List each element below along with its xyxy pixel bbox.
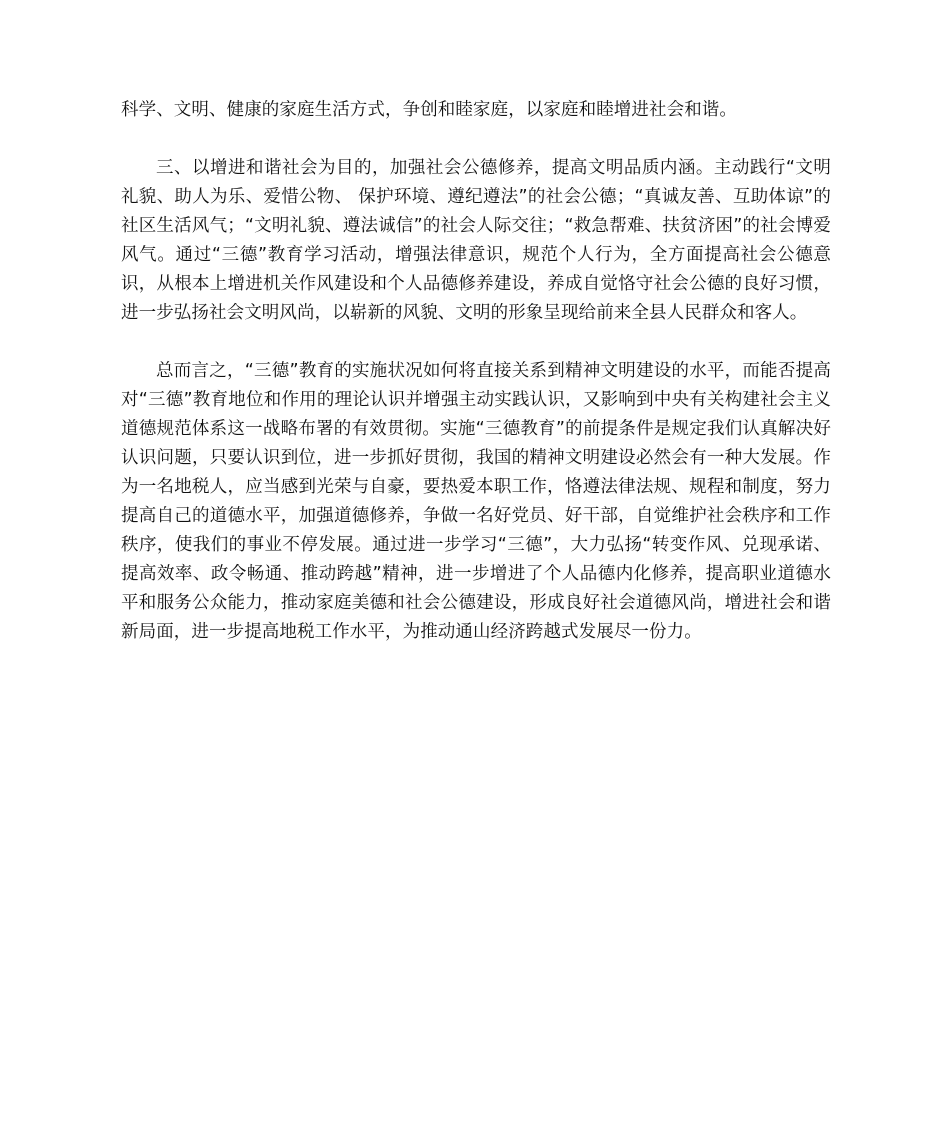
paragraph-conclusion: 总而言之，“三德”教育的实施状况如何将直接关系到精神文明建设的水平，而能否提高对“三德”教育地位和作用的理论认识并增强主动实践认识，又影响到中央有关构建社会主义道德规范体系这一战略布署的有效贯彻。实施“三德教育”的前提条件是规定我们认真解决好认识问题，只要认识到位，进一步抓好贯彻，我国的精神文明建设必然会有一种大发展。作为一名地税人，应当感到光荣与自豪，要热爱本职工作，恪遵法律法规、规程和制度，努力提高自己的道德水平，加强道德修养，争做一名好党员、好干部，自觉维护社会秩序和工作秩序，使我们的事业不停发展。通过进一步学习“三德”，大力弘扬“转变作风、兑现承诺、提高效率、政令畅通、推动跨越”精神，进一步增进了个人品德内化修养，提高职业道德水平和服务公众能力，推动家庭美德和社会公德建设，形成良好社会道德风尚，增进社会和谐新局面，进一步提高地税工作水平，为推动通山经济跨越式发展尽一份力。 (121, 361, 831, 642)
paragraph-family-life: 科学、文明、健康的家庭生活方式，争创和睦家庭，以家庭和睦增进社会和谐。 (121, 100, 737, 120)
paragraph-social-morality: 三、以增进和谐社会为目的，加强社会公德修养，提高文明品质内涵。主动践行“文明礼貌、助人为乐、爱惜公物、 保护环境、遵纪遵法”的社会公德；“真诚友善、互助体谅”的社区生活风气；“文明礼貌、遵法诚信”的社会人际交往；“救急帮难、扶贫济困”的社会博爱风气。通过“三德”教育学习活动，增强法律意识，规范个人行为，全方面提高社会公德意识，从根本上增进机关作风建设和个人品德修养建设，养成自觉恪守社会公德的良好习惯，进一步弘扬社会文明风尚，以崭新的风貌、文明的形象呈现给前来全县人民群众和客人。 (121, 158, 831, 323)
document-body (121, 96, 831, 647)
